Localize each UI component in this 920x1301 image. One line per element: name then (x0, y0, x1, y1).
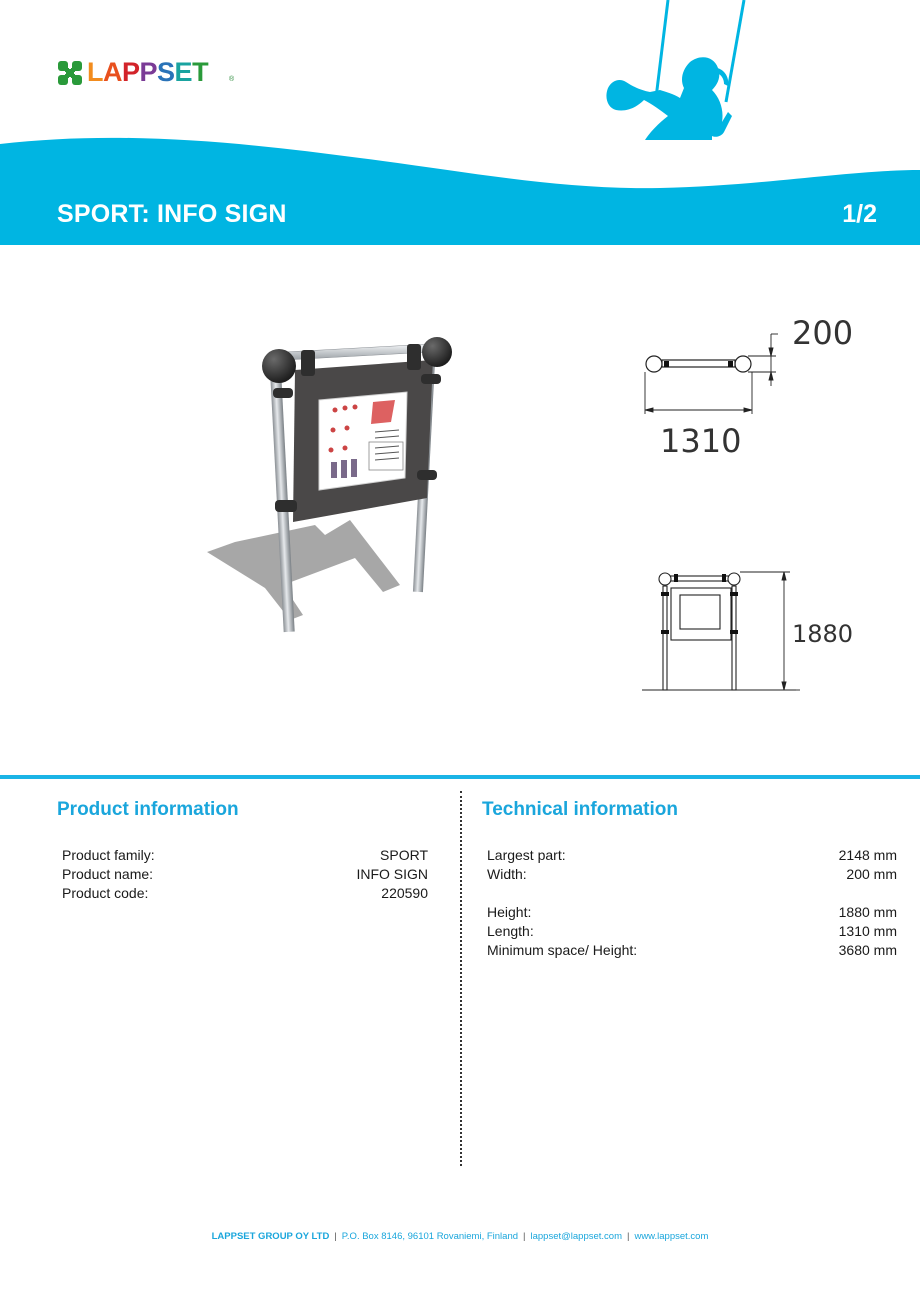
brand-letter: L (87, 57, 103, 87)
info-row (62, 865, 428, 884)
column-divider (460, 791, 462, 1166)
brand-letter: A (103, 57, 122, 87)
front-view-left-ball (659, 573, 671, 585)
front-view-left-pole (663, 586, 667, 690)
info-row-label: Length: (487, 923, 534, 939)
brand-letter: E (174, 57, 193, 87)
brand-letter: P (122, 57, 140, 87)
left-ball-cap (262, 349, 296, 383)
info-row (487, 865, 897, 884)
info-row-value: INFO SIGN (356, 866, 428, 882)
info-row (487, 903, 897, 922)
clover-icon (57, 60, 83, 86)
right-ball-cap (422, 337, 452, 367)
info-row-value: 1310 mm (838, 923, 897, 939)
footer-website-link[interactable]: www.lappset.com (634, 1231, 709, 1242)
lappset-logo (57, 57, 237, 88)
info-row-value: 3680 mm (838, 942, 897, 958)
product-information-title: Product information (57, 799, 239, 820)
brand-letter: P (139, 57, 158, 87)
info-row-value: 2148 mm (838, 847, 897, 863)
top-view-drawing (630, 312, 870, 462)
front-view-drawing (636, 562, 866, 698)
info-row (487, 846, 897, 865)
info-row (487, 922, 897, 941)
front-view-right-ball (728, 573, 740, 585)
front-view-height-label: 1880 (792, 620, 854, 648)
front-view-right-pole (732, 586, 736, 690)
brand-letter: S (157, 57, 175, 87)
info-row-label: Product code: (62, 885, 149, 901)
registered-mark: ® (229, 76, 235, 83)
info-row-label: Largest part: (487, 847, 566, 863)
page-title: SPORT: INFO SIGN (57, 200, 287, 228)
info-row-label: Height: (487, 904, 532, 920)
info-row-label: Width: (487, 866, 527, 882)
section-divider (0, 775, 920, 779)
footer-address: P.O. Box 8146, 96101 Rovaniemi, Finland (341, 1231, 519, 1242)
brand-wordmark (87, 57, 208, 87)
info-row (62, 884, 428, 903)
info-row-label: Minimum space/ Height: (487, 942, 638, 958)
brand-letter: T (192, 57, 209, 87)
info-row-label: Product name: (62, 866, 154, 882)
technical-information-title: Technical information (482, 799, 679, 820)
info-poster (319, 392, 407, 490)
info-row (487, 941, 897, 960)
front-view-top-bar (670, 576, 730, 581)
top-view-width-label: 1310 (660, 422, 742, 460)
footer-email-link[interactable]: lappset@lappset.com (530, 1231, 622, 1242)
ground-shadow (207, 520, 400, 620)
product-render (195, 330, 465, 640)
top-view-bar (662, 360, 735, 367)
info-row (62, 846, 428, 865)
info-row-value: 200 mm (846, 866, 897, 882)
info-row-value: 220590 (381, 885, 428, 901)
top-view-depth-label: 200 (792, 314, 854, 352)
info-row-value: SPORT (380, 847, 428, 863)
swing-girl-illustration (606, 0, 744, 140)
footer-company: LAPPSET GROUP OY LTD (211, 1231, 330, 1242)
page-number: 1/2 (842, 200, 877, 228)
top-view-left-ball (646, 356, 662, 372)
info-row-value: 1880 mm (838, 904, 897, 920)
info-row-label: Product family: (62, 847, 155, 863)
top-view-right-ball (735, 356, 751, 372)
front-view-poster (680, 595, 720, 629)
footer: LAPPSET GROUP OY LTD | P.O. Box 8146, 96101 Rovaniemi, Finland | lappset@lappset.com | www.lappset.com (211, 1231, 709, 1242)
